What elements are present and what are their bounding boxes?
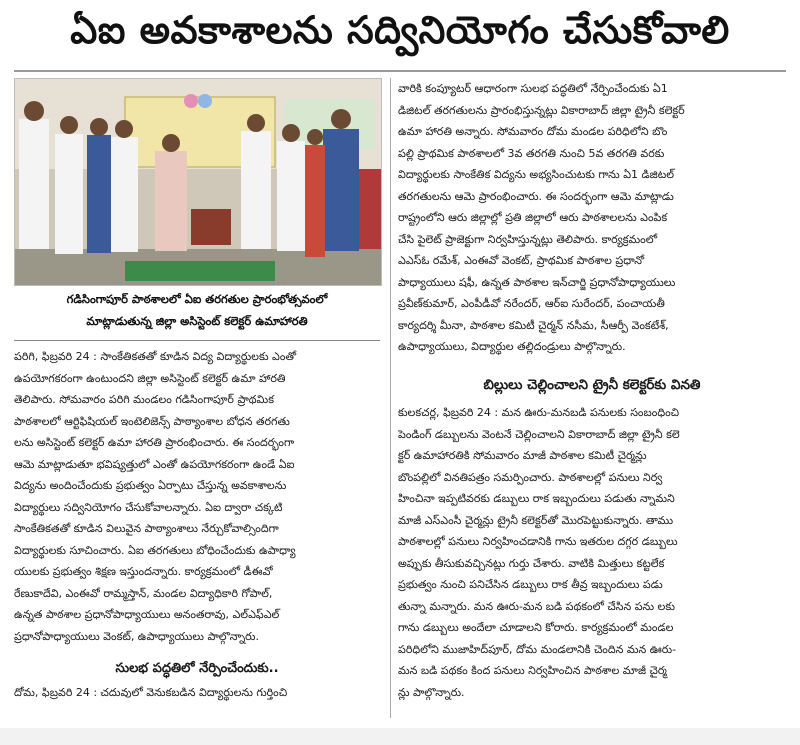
text-line: క్టర్ ఉమాహారతికి సోమవారం మాజీ పాఠశాల కమిటీ చైర్మన్లు [398, 449, 647, 462]
headline-rule [14, 70, 786, 72]
text-line: ఎఎస్ఓ రమేశ్, ఎంఈవో వెంకట్, ప్రాథమిక పాఠశాల ప్రధానో [398, 254, 645, 267]
text-line: విద్యార్థులకు సాంకేతిక విద్యను అభ్యసించుటకు గాను ఏ1 డిజిటల్ [398, 168, 674, 181]
news-photo [14, 78, 382, 286]
text-line: పరిగి, ఫిబ్రవరి 24 : సాంకేతికతతో కూడిన విద్య విద్యార్థులకు ఎంతో [14, 350, 297, 363]
column-separator [390, 78, 391, 718]
text-line: కులకచర్ల, ఫిబ్రవరి 24 : మన ఊరు-మనబడి పనులకు సంబంధించి [398, 406, 680, 419]
caption-line: మాట్లాడుతున్న జిల్లా అసిస్టెంట్ కలెక్టర్ ఉమాహారతి [86, 314, 308, 328]
text-line: తెలిపారు. సోమవారం పరిగి మండలం గడిసింగాపూర్ ప్రాథమిక [14, 393, 274, 406]
left-subheading: సులభ పద్ధతిలో నేర్పించేందుకు.. [115, 661, 279, 676]
text-line: కార్యదర్శి మీనా, పాఠశాల కమిటీ చైర్మన్ నసీమ, సీఆర్పీ వెంకటేశ్, [398, 318, 669, 332]
text-line: విద్యార్థులకు సూచించారు. ఏఐ తరగతులు బోధించేందుకు ఉపాధ్యా [14, 543, 296, 557]
text-line: ఆమె మాట్లాడుతూ భవిష్యత్తులో ఎంతో ఉపయోగకరంగా ఉండే ఏఐ [14, 457, 295, 471]
text-line: మన బడి పథకం కింద పనులు నిర్వహించిన పాఠశాల మాజీ చైర్మ [398, 664, 667, 677]
article-left-body [14, 346, 380, 647]
text-line: ఉపయోగకరంగా ఉంటుందని జిల్లా అసిస్టెంట్ కలెక్టర్ ఉమా హారతి [14, 371, 286, 385]
article-right-second-body [398, 402, 786, 703]
text-line: యులకు ప్రభుత్వం శిక్షణ ఇస్తుందన్నారు. కార్యక్రమంలో డీఈవో [14, 565, 273, 578]
text-line: తరగతులను ఆమె ప్రారంభించారు. ఈ సందర్భంగా ఆమె మాట్లాడు [398, 189, 674, 203]
text-line: అప్పుకు తీసుకువచ్చినట్లు గుర్తు చేశారు. వాటికి మిత్తులు కట్టలేక [398, 556, 665, 570]
text-line: గాను డబ్బులు అందేలా చూడాలని కోరారు. కార్యక్రమంలో మండల [398, 621, 674, 634]
text-line: ప్రభుత్వం నుంచి పనిచేసిన డబ్బులు రాక తీవ్ర ఇబ్బందులు పడు [398, 578, 663, 591]
text-line: ప్రవీణ్‌కుమార్, ఎంపీడీవో నరేందర్, ఆర్ఐ సురేందర్, పంచాయతీ [398, 297, 665, 310]
text-line: వారికి కంప్యూటర్ ఆధారంగా సులభ పద్ధతిలో నేర్పించేందుకు ఏ1 [398, 82, 668, 95]
text-line: తున్నా మన్నారు. మన ఊరు-మన బడి పథకంలో చేసిన పను లకు [398, 599, 675, 613]
right-subheading: బిల్లులు చెల్లించాలని ట్రైనీ కలెక్టర్‌కు వినతి [483, 377, 701, 393]
article-left-tail [14, 682, 380, 704]
text-line: న్లు పాల్గొన్నారు. [398, 685, 465, 699]
text-line: విద్యను అందించేందుకు ప్రభుత్వం ఏర్పాటు చేస్తున్న అవకాశాలను [14, 479, 287, 492]
text-line: పాఠశాలల్లో పనులు నిర్వహించడానికి గాను ఇతరుల దగ్గర డబ్బులు [398, 535, 678, 548]
text-line: పాఠశాలలో ఆర్టిఫిషియల్ ఇంటెలిజెన్స్ పాఠ్యాంశాల బోధన తరగతు [14, 414, 290, 428]
text-line: ఉపాధ్యాయులు, విద్యార్థుల తల్లిదండ్రులు పాల్గొన్నారు. [398, 340, 626, 353]
caption-line: గడిసింగాపూర్ పాఠశాలలో ఏఐ తరగతుల ప్రారంభోత్సవంలో [66, 292, 328, 306]
headline: ఏఐ అవకాశాలను సద్వినియోగం చేసుకోవాలి [70, 8, 730, 52]
text-line: విద్యార్థులు సద్వినియోగం చేసుకోవాలన్నారు. ఏఐ ద్వారా చక్కటి [14, 500, 283, 514]
text-line: రేణుకాదేవి, ఎంఈవో రామ్మస్తాన్, మండల విద్యాధికారి గోపాల్, [14, 586, 273, 600]
text-line: బొంపల్లిలో వినతిపత్రం సమర్పించారు. పాఠశాలల్లో పనులు నిర్వ [398, 470, 663, 484]
text-line: ఉన్నత పాఠశాల ప్రధానోపాధ్యాయులు అనంతరావు, ఎల్ఎఫ్ఎల్ [14, 608, 280, 621]
text-line: పరిధిలోని ముజాహిద్‌పూర్, దోమ మండలానికి చెందిన మన ఊరు- [398, 642, 677, 656]
page-bottom-edge [0, 728, 800, 745]
text-line: లను అసిస్టెంట్ కలెక్టర్ ఉమా హారతి ప్రారంభించారు. ఈ సందర్భంగా [14, 436, 295, 449]
text-line: పెండింగ్ డబ్బులను వెంటనే చెల్లించాలని వికారాబాద్ జిల్లా ట్రైనీ కలె [398, 427, 680, 441]
article-right-body [398, 78, 786, 358]
text-line: దోమ, ఫిబ్రవరి 24 : చదువులో వెనుకబడిన విద్యార్థులను గుర్తించి [14, 686, 288, 699]
caption-rule [14, 340, 380, 341]
text-line: చేసి పైలెట్ ప్రాజెక్టుగా నిర్వహిస్తున్నట్లు తెలిపారు. కార్యక్రమంలో [398, 232, 658, 246]
photo-illustration [15, 79, 381, 285]
text-line: ఉమా హారతి అన్నారు. సోమవారం దోమ మండల పరిధిలోని బొం [398, 125, 668, 138]
photo-caption [14, 288, 380, 336]
text-line: హించినా ఇప్పటివరకు డబ్బులు రాక ఇబ్బందులు పడుతు న్నామని [398, 492, 675, 505]
text-line: పల్లి ప్రాథమిక పాఠశాలలో 3వ తరగతి నుంచి 5వ తరగతి వరకు [398, 146, 665, 160]
text-line: సాంకేతికతతో కూడిన విలువైన పాఠ్యాంశాలు నేర్చుకోవాల్సిందిగా [14, 522, 279, 535]
text-line: ప్రధానోపాధ్యాయులు వెంకట్, ఉపాధ్యాయులు పాల్గొన్నారు. [14, 629, 259, 643]
text-line: రాష్ట్రంలోని ఆరు జిల్లాల్లో ప్రతి జిల్లాలో ఆరు పాఠశాలలను ఎంపిక [398, 211, 668, 224]
text-line: మాజీ ఎస్ఎంసీ చైర్మన్లు ట్రైనీ కలెక్టర్‌తో మొరపెట్టుకున్నారు. తాము [398, 513, 673, 527]
text-line: డిజిటల్ తరగతులను ప్రారంభిస్తున్నట్లు వికారాబాద్ జిల్లా ట్రైనీ కలెక్టర్ [398, 103, 685, 117]
text-line: పాధ్యాయులు షఫీ, ఉన్నత పాఠశాల ఇన్‌చార్జి ప్రధానోపాధ్యాయులు [398, 275, 676, 289]
